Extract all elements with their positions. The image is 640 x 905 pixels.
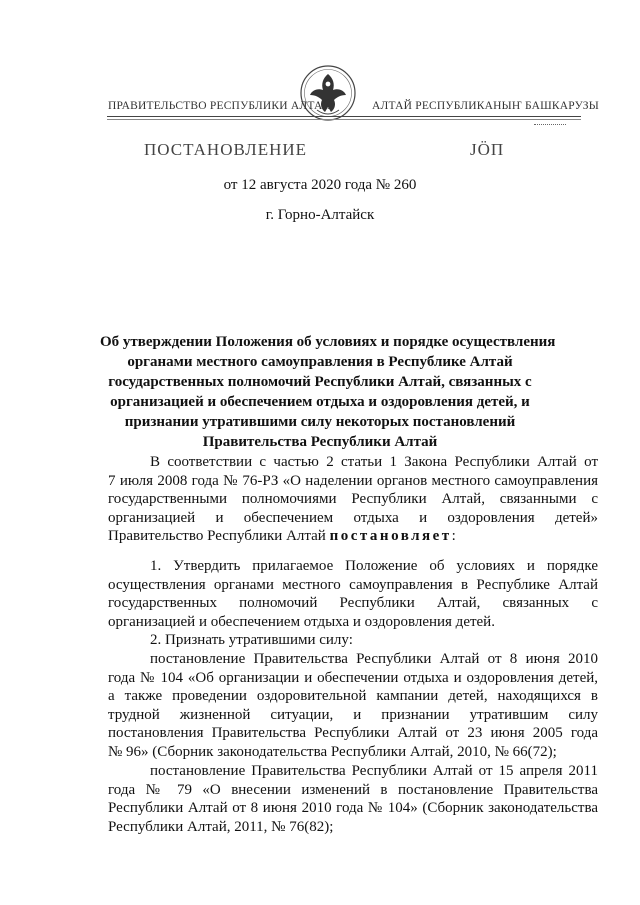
- title-line: признании утратившими силу некоторых постановлений: [124, 414, 516, 430]
- header-divider: [107, 116, 581, 117]
- resolution-subject: Правительство Республики Алтай: [108, 528, 330, 545]
- text-line: организацией и обеспечением отдыха и оздоровления детей.: [108, 613, 495, 630]
- document-type-altai: ЈӦП: [470, 140, 505, 159]
- text-line: организацией и обеспечением отдыха и оздоровления детей»: [108, 509, 598, 526]
- government-name-russian: ПРАВИТЕЛЬСТВО РЕСПУБЛИКИ АЛТАЙ: [108, 100, 332, 112]
- title-line: государственных полномочий Республики Алтай, связанных с: [108, 374, 532, 390]
- item-2-heading: 2. Признать утратившими силу:: [150, 632, 353, 649]
- document-date-number: от 12 августа 2020 года № 260: [223, 177, 417, 193]
- text-line: 1. Утвердить прилагаемое Положение об условиях и порядке: [150, 558, 598, 574]
- document-title: [100, 332, 556, 452]
- text-line: государственных полномочий Республики Алтай, связанных с: [108, 595, 598, 612]
- item-2-subparagraph-1: [108, 650, 598, 762]
- document-city: г. Горно-Алтайск: [265, 207, 375, 223]
- header-mark: [534, 124, 566, 125]
- document-type-russian: ПОСТАНОВЛЕНИЕ: [144, 140, 308, 159]
- text-line: а также проведении оздоровительной кампании детей, находящихся в: [108, 688, 598, 705]
- text-line: Республики Алтай, 2011, № 76(82);: [108, 818, 334, 835]
- header-divider-thin: [107, 119, 581, 120]
- title-line: органами местного самоуправления в Республике Алтай: [127, 354, 513, 370]
- item-2-subparagraph-2: [108, 762, 598, 836]
- title-line: Об утверждении Положения об условиях и порядке осуществления: [100, 334, 556, 350]
- preamble-paragraph: [108, 453, 598, 546]
- resolution-colon: :: [451, 528, 456, 545]
- text-line: года № 79 «О внесении изменений в постановление Правительства: [108, 781, 598, 798]
- text-line: [108, 527, 598, 546]
- text-line: В соответствии с частью 2 статьи 1 Закона Республики Алтай от: [150, 454, 598, 470]
- text-line: 7 июля 2008 года № 76-РЗ «О наделении органов местного самоуправления: [108, 472, 598, 489]
- resolution-keyword: постановляет: [329, 528, 452, 545]
- text-line: Республики Алтай от 8 июня 2010 года № 104» (Сборник законодательства: [108, 800, 598, 817]
- text-line: государственными полномочиями Республики Алтай, связанными с: [108, 491, 598, 508]
- title-line: организацией и обеспечением отдыха и оздоровления детей, и: [110, 394, 530, 410]
- text-line: года № 104 «Об организации и обеспечении отдыха и оздоровления детей,: [108, 669, 598, 686]
- text-line: постановление Правительства Республики Алтай от 8 июня 2010: [150, 651, 598, 667]
- item-1-paragraph: [108, 557, 598, 650]
- title-line: Правительства Республики Алтай: [202, 434, 438, 450]
- text-line: трудной жизненной ситуации, и признании утратившим силу: [108, 706, 598, 723]
- text-line: постановление Правительства Республики Алтай от 15 апреля 2011: [150, 763, 598, 779]
- government-name-altai: АЛТАЙ РЕСПУБЛИКАНЫҤ БАШКАРУЗЫ: [372, 100, 599, 112]
- text-line: № 96» (Сборник законодательства Республики Алтай, 2010, № 66(72);: [108, 743, 557, 760]
- coat-of-arms-emblem: [299, 62, 357, 124]
- text-line: постановления Правительства Республики Алтай от 23 июня 2005 года: [108, 725, 598, 742]
- text-line: осуществления органами местного самоуправления в Республике Алтай: [108, 576, 598, 593]
